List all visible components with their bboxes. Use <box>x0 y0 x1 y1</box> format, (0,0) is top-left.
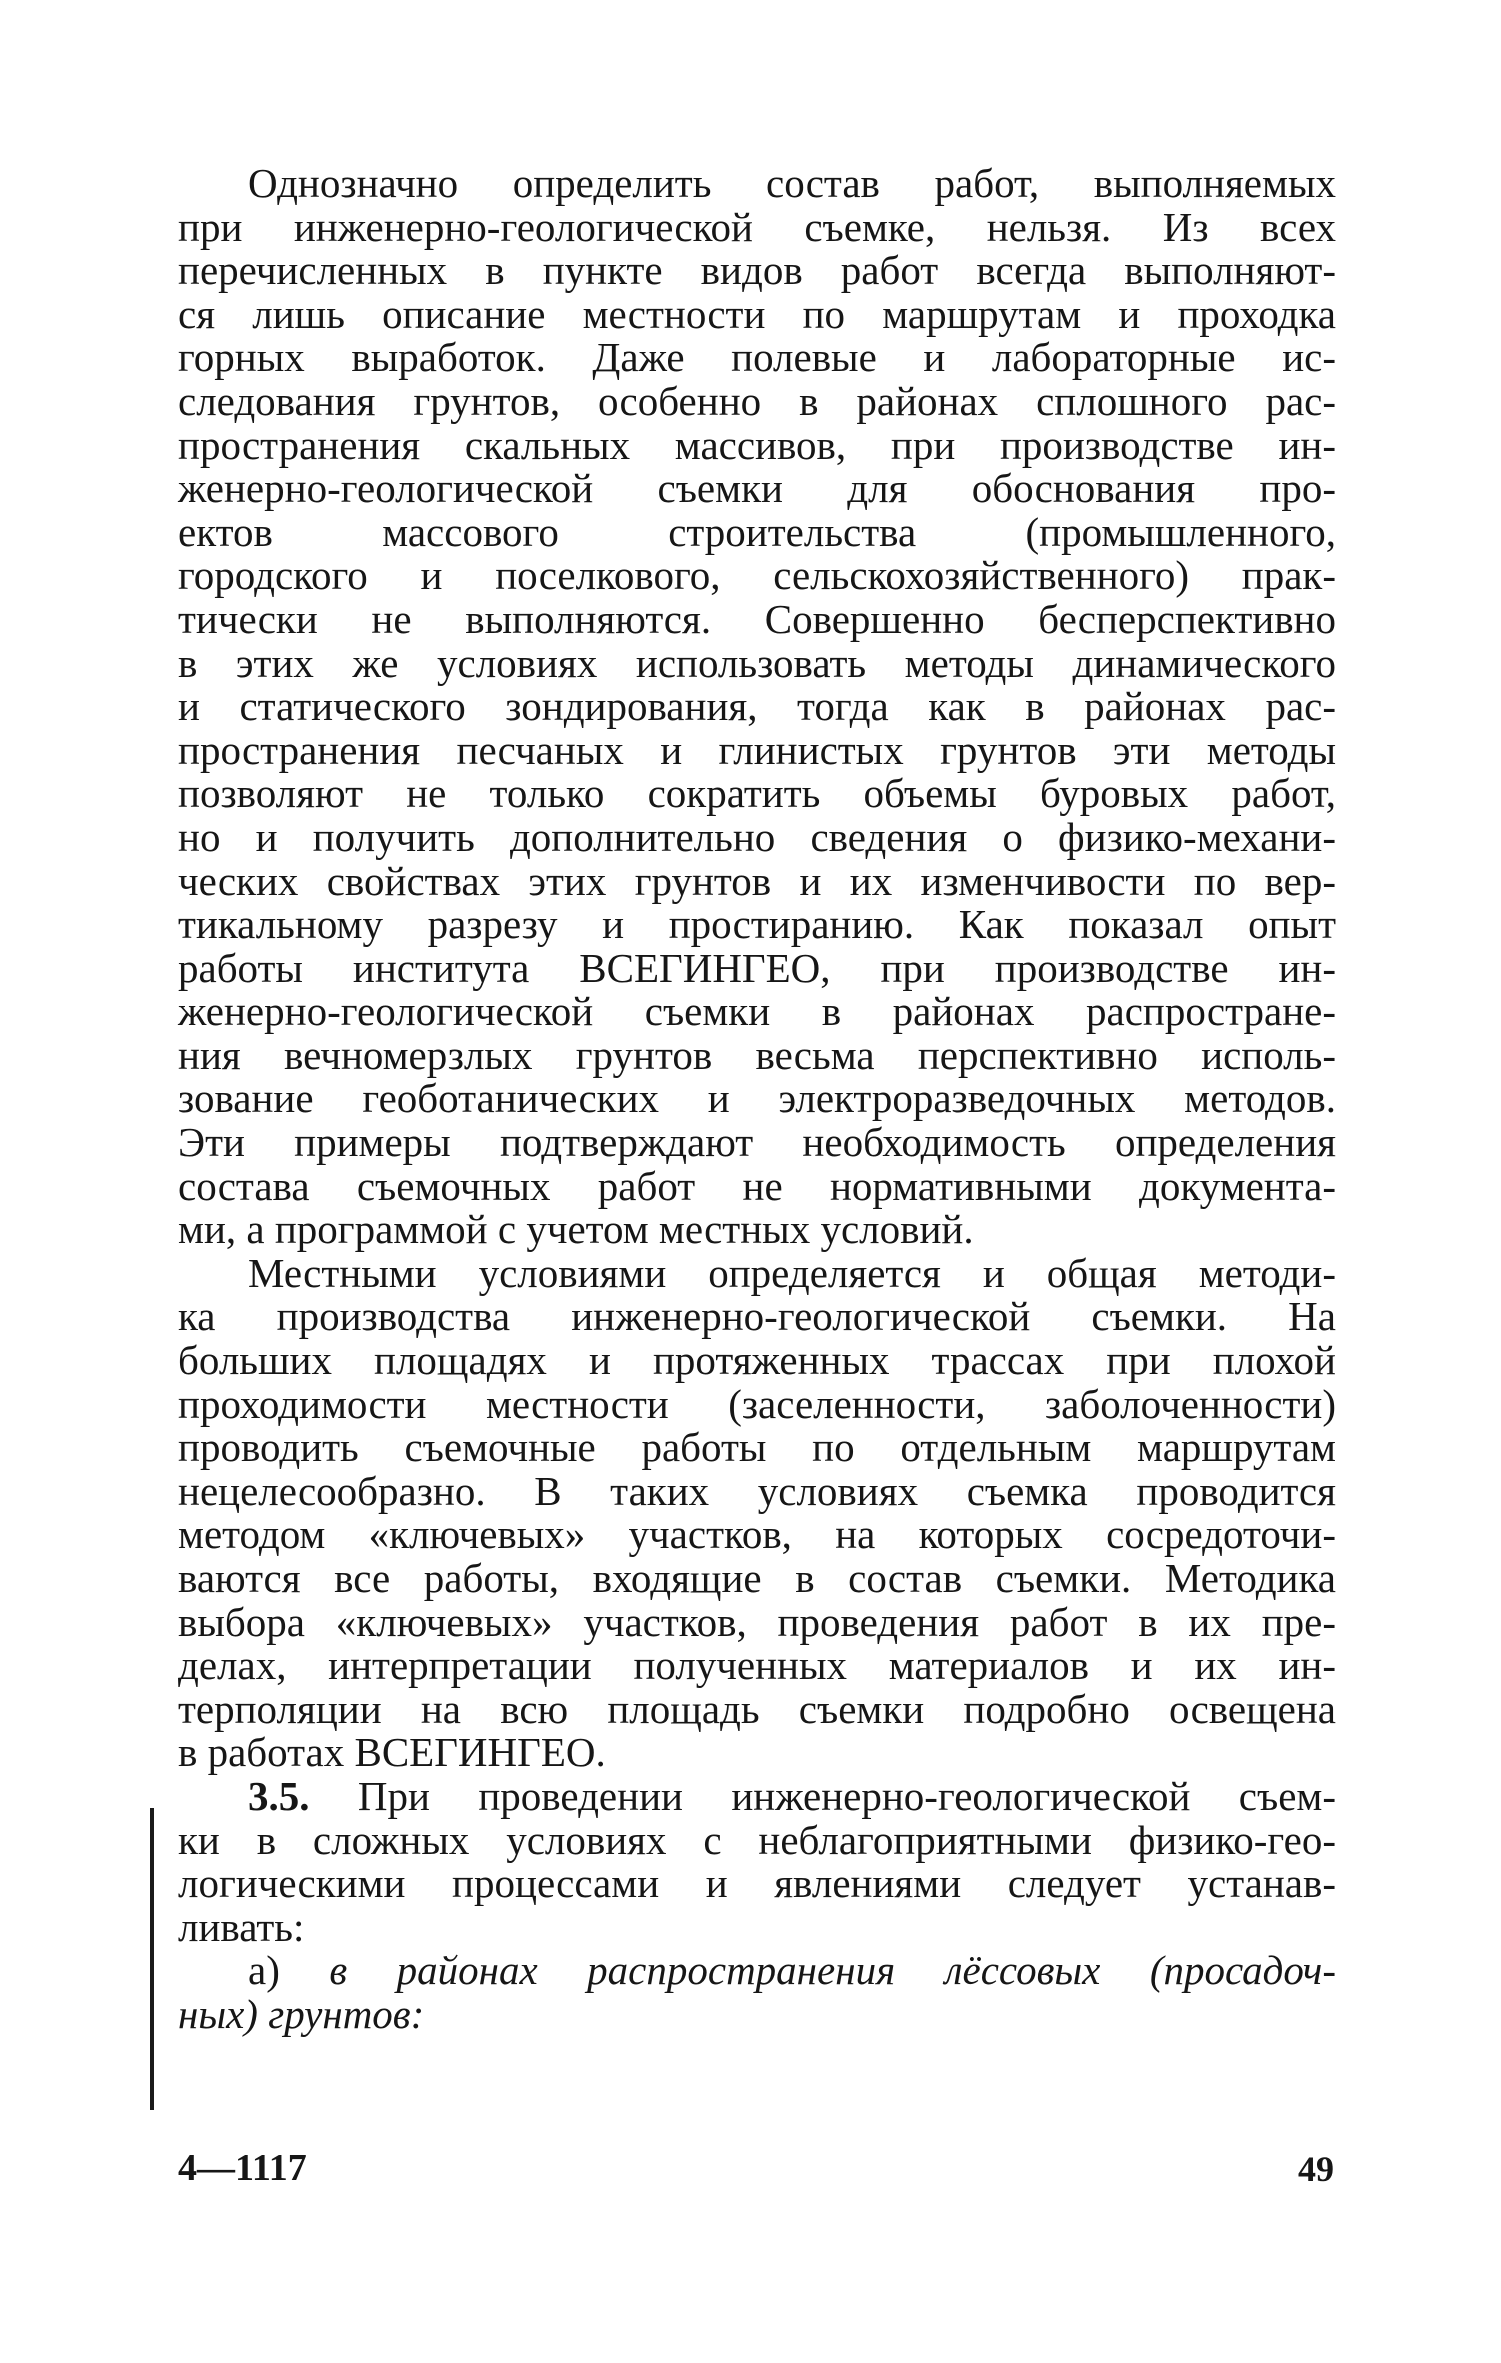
text-line: Местными условиями определяется и общая методи- <box>248 1249 1336 1296</box>
paragraph-item-a <box>178 1949 1336 2036</box>
text-line: проводить съемочные работы по отдельным маршрутам <box>178 1424 1336 1471</box>
text-line: женерно-геологической съемки в районах распростране- <box>178 988 1336 1035</box>
text-line: логическими процессами и явлениями следует устанав- <box>178 1860 1336 1907</box>
text-line: зование геоботанических и электроразведочных методов. <box>178 1075 1336 1122</box>
text-line: ки в сложных условиях с неблагоприятными физико-гео- <box>178 1816 1336 1863</box>
text-line: ектов массового строительства (промышленного, <box>178 508 1336 555</box>
text-line: следования грунтов, особенно в районах сплошного рас- <box>178 377 1336 424</box>
text-line: женерно-геологической съемки для обоснования про- <box>178 465 1336 512</box>
section-3-5-first-line-text: При проведении инженерно-геологической съем- <box>357 1772 1337 1819</box>
text-line: ка производства инженерно-геологической съемки. На <box>178 1293 1336 1340</box>
text-line: пространения песчаных и глинистых грунтов эти методы <box>178 726 1336 773</box>
text-line: методом «ключевых» участков, на которых сосредоточи- <box>178 1511 1336 1558</box>
page-number: 49 <box>1298 2149 1334 2189</box>
text-line: работы института ВСЕГИНГЕО, при производстве ин- <box>178 944 1336 991</box>
text-line: при инженерно-геологической съемке, нельзя. Из всех <box>178 203 1336 250</box>
text-line: горных выработок. Даже полевые и лабораторные ис- <box>178 334 1336 381</box>
text-line: ся лишь описание местности по маршрутам и проходка <box>178 290 1336 337</box>
section-3-5-first-line <box>178 1772 1337 1819</box>
text-line: Эти примеры подтверждают необходимость определения <box>178 1119 1336 1166</box>
paragraph-local-conditions <box>178 1249 1336 1776</box>
paragraph-section-3-5 <box>178 1772 1337 1950</box>
margin-revision-bar <box>150 1808 154 2110</box>
text-line: и статического зондирования, тогда как в районах рас- <box>178 683 1336 730</box>
text-line: делах, интерпретации полученных материалов и их ин- <box>178 1642 1336 1689</box>
text-line: ных) грунтов: <box>178 1990 425 2037</box>
signature-mark: 4—1117 <box>178 2147 307 2189</box>
paragraph-survey-composition <box>178 162 1336 1252</box>
item-a-first-line-text: в районах распространения лёссовых (просадоч- <box>329 1947 1337 1994</box>
item-a-first-line <box>178 1949 1336 1993</box>
text-line: ния вечномерзлых грунтов весьма перспективно исполь- <box>178 1031 1336 1078</box>
page-body <box>178 162 1336 2037</box>
text-line: городского и поселкового, сельскохозяйственного) прак- <box>178 552 1336 599</box>
text-line: больших площадях и протяженных трассах при плохой <box>178 1337 1336 1384</box>
text-line: проходимости местности (заселенности, заболоченности) <box>178 1380 1336 1427</box>
text-line: нецелесообразно. В таких условиях съемка проводится <box>178 1467 1336 1514</box>
text-line: ваются все работы, входящие в состав съемки. Методика <box>178 1555 1336 1601</box>
text-line: выбора «ключевых» участков, проведения работ в их пре- <box>178 1598 1336 1645</box>
text-line: Однозначно определить состав работ, выполняемых <box>248 160 1336 206</box>
text-line: в этих же условиях использовать методы динамического <box>178 639 1336 686</box>
text-line: но и получить дополнительно сведения о физико-механи- <box>178 813 1336 860</box>
text-line: ливать: <box>178 1903 305 1950</box>
text-line: позволяют не только сократить объемы буровых работ, <box>178 770 1336 817</box>
section-number: 3.5. <box>248 1772 310 1819</box>
text-line: ческих свойствах этих грунтов и их изменчивости по вер- <box>178 857 1336 904</box>
text-line: состава съемочных работ не нормативными документа- <box>178 1162 1336 1209</box>
text-line: терполяции на всю площадь съемки подробно освещена <box>178 1685 1336 1732</box>
text-line: тикальному разрезу и простиранию. Как показал опыт <box>178 901 1336 948</box>
text-line: тически не выполняются. Совершенно бесперспективно <box>178 595 1336 642</box>
text-line: ми, а программой с учетом местных условий. <box>178 1206 974 1253</box>
text-line: в работах ВСЕГИНГЕО. <box>178 1729 606 1776</box>
item-a-label: а) <box>248 1947 280 1994</box>
text-line: перечисленных в пункте видов работ всегда выполняют- <box>178 247 1336 294</box>
text-line: пространения скальных массивов, при производстве ин- <box>178 421 1336 468</box>
